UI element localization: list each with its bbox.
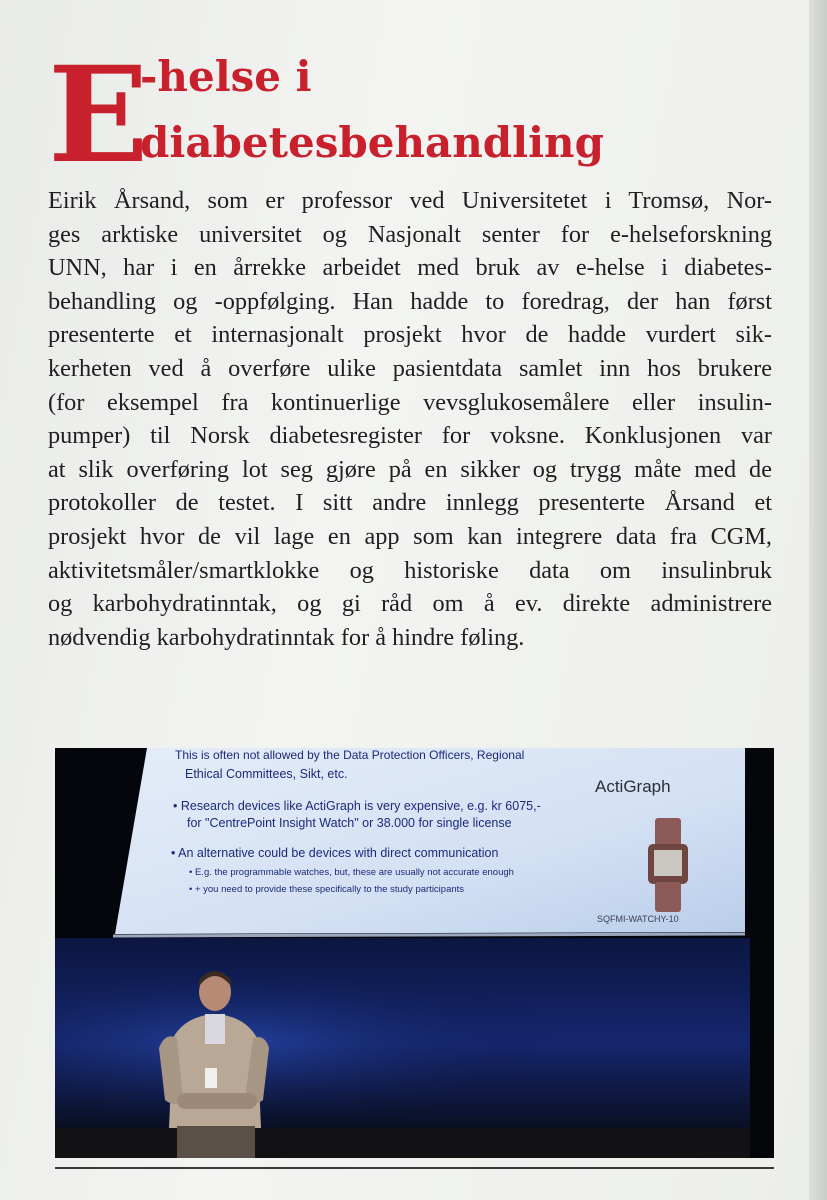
heading-line-1: -helse i: [140, 52, 312, 101]
body-line: pumper) til Norsk diabetesregister for voksne. Konklusjonen var: [48, 422, 772, 450]
body-line: UNN, har i en årrekke arbeidet med bruk av e-helse i diabetes-: [48, 254, 772, 282]
actigraph-logo: ActiGraph: [595, 777, 671, 796]
slide-bullet-2: • An alternative could be devices with direct communication: [171, 846, 499, 860]
body-line: at slik overføring lot seg gjøre på en sikker og trygg måte med de: [48, 455, 772, 483]
page-edge-shadow: [809, 0, 827, 1200]
body-line: behandling og -oppfølging. Han hadde to foredrag, der han først: [48, 287, 772, 315]
slide-sub-bullet-2: • + you need to provide these specifically to the study participants: [189, 884, 465, 895]
conference-photo-svg: [55, 748, 774, 1158]
body-line: aktivitetsmåler/smartklokke og historiske data om insulinbruk: [48, 556, 772, 584]
watch-caption: SQFMI-WATCHY-10: [597, 914, 679, 924]
speaker-trousers: [177, 1126, 255, 1158]
slide-line-1: This is often not allowed by the Data Protection Officers, Regional: [175, 748, 525, 762]
body-line: presenterte et internasjonalt prosjekt hvor de hadde vurdert sik-: [48, 321, 772, 349]
slide-sub-bullet-1: • E.g. the programmable watches, but, these are usually not accurate enough: [189, 867, 514, 878]
dark-pillar: [750, 748, 774, 1158]
stage-floor: [55, 1128, 774, 1158]
speaker-collar: [205, 1014, 225, 1044]
body-line: ges arktiske universitet og Nasjonalt senter for e-helseforskning: [48, 220, 772, 248]
watch-strap-top: [655, 818, 681, 846]
slide-bullet-1b: for "CentrePoint Insight Watch" or 38.000 for single license: [187, 816, 512, 830]
speaker-badge: [205, 1068, 217, 1088]
heading-line-2: diabetesbehandling: [140, 118, 604, 167]
watch-display: [654, 850, 682, 876]
article-body: [48, 184, 772, 654]
bottom-rule: [55, 1167, 774, 1169]
slide-bullet-1a: • Research devices like ActiGraph is very expensive, e.g. kr 6075,-: [173, 799, 541, 813]
heading-dropcap: E: [48, 38, 149, 193]
body-line: Eirik Årsand, som er professor ved Universitetet i Tromsø, Nor-: [48, 187, 772, 214]
body-line: nødvendig karbohydratinntak for å hindre føling.: [48, 623, 525, 651]
body-line: og karbohydratinntak, og gi råd om å ev. direkte administrere: [48, 590, 772, 618]
body-line: protokoller de testet. I sitt andre innlegg presenterte Årsand et: [48, 489, 772, 517]
body-line: (for eksempel fra kontinuerlige vevsglukosemålere eller insulin-: [48, 388, 772, 416]
body-line: prosjekt hvor de vil lage en app som kan integrere data fra CGM,: [48, 522, 772, 550]
conference-photo: [55, 748, 774, 1158]
watch-strap-bottom: [655, 882, 681, 912]
slide-line-2: Ethical Committees, Sikt, etc.: [185, 767, 348, 781]
body-line: kerheten ved å overføre ulike pasientdata samlet inn hos brukere: [48, 354, 772, 382]
screen-bottom-edge: [113, 934, 745, 936]
stage-light: [55, 938, 774, 1128]
speaker-hands: [177, 1093, 257, 1109]
